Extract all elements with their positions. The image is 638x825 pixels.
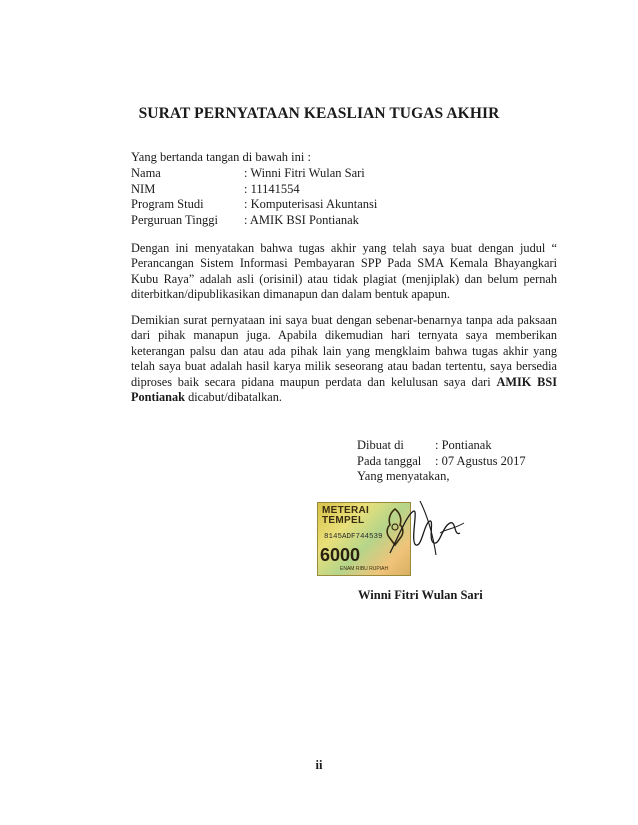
identity-label: Perguruan Tinggi — [131, 212, 218, 227]
stamp-line2: TEMPEL — [322, 515, 365, 526]
identity-row-name — [131, 166, 377, 182]
date-row — [357, 454, 526, 470]
place-label: Dibuat di — [357, 438, 404, 452]
handwritten-signature — [380, 493, 470, 565]
document-title: SURAT PERNYATAAN KEASLIAN TUGAS AKHIR — [138, 105, 500, 122]
stamp-title — [322, 506, 369, 526]
declaration-text: Demikian surat pernyataan ini saya buat dengan sebenar-benarnya tanpa ada paksaan dari pihak manapun juga. Apabila dikemudian hari ternyata saya memberikan keterangan palsu dan atau ada pihak lain yang mengklaim bahwa tugas akhir yang telah saya buat adalah hasil karya milik seseorang atau badan tertentu, saya bersedia diproses baik secara pidana maupun perdata dan kelulusan saya dari — [131, 313, 557, 389]
intro-text: Yang bertanda tangan di bawah ini : — [131, 150, 311, 164]
place-value: : Pontianak — [435, 438, 492, 452]
statement-paragraph: Dengan ini menyatakan bahwa tugas akhir yang telah saya buat dengan judul “ Perancangan Sistem Informasi Pembayaran SPP Pada SMA Kemala Bhayangkari Kubu Raya” adalah asli (orisinil) atau tidak plagiat (menjiplak) dan belum pernah diterbitkan/dipublikasikan dimanapun dan dalam bentuk apapun. — [131, 241, 557, 302]
institution-name: AMIK BSI Pontianak — [131, 374, 557, 405]
identity-row-institution — [131, 213, 377, 229]
identity-row-nim — [131, 182, 377, 198]
place-row — [357, 438, 526, 454]
identity-value: : 11141554 — [244, 181, 300, 196]
page-number: ii — [315, 758, 323, 772]
identity-label: Program Studi — [131, 197, 204, 212]
identity-table — [131, 166, 377, 228]
stamp-value: 6000 — [320, 545, 361, 565]
stamp-serial: 8145ADF744539 — [324, 533, 383, 541]
stamp-subtext: ENAM RIBU RUPIAH — [340, 566, 389, 572]
signature-block — [357, 438, 526, 485]
declaration-ending: dicabut/dibatalkan. — [185, 390, 282, 405]
stamp-line1: METERAI — [322, 505, 370, 516]
date-value: : 07 Agustus 2017 — [435, 453, 526, 468]
identity-label: Nama — [131, 166, 161, 180]
identity-label: NIM — [131, 181, 156, 196]
identity-row-program — [131, 197, 377, 213]
date-label: Pada tanggal — [357, 453, 422, 468]
identity-value: : Komputerisasi Akuntansi — [244, 197, 378, 212]
closing-text: Yang menyatakan, — [357, 469, 450, 484]
signer-name: Winni Fitri Wulan Sari — [358, 588, 483, 602]
identity-value: : Winni Fitri Wulan Sari — [244, 166, 365, 180]
declaration-paragraph — [131, 313, 557, 405]
identity-value: : AMIK BSI Pontianak — [244, 212, 359, 227]
